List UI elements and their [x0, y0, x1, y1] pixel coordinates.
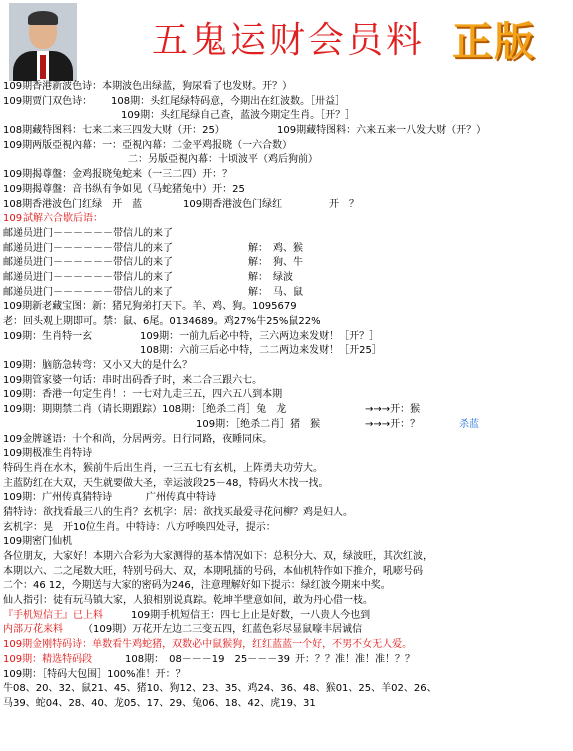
text-line [3, 227, 571, 242]
text-segment: 解： 马、鼠 [248, 286, 303, 298]
text-line [3, 653, 571, 668]
text-line [3, 447, 571, 462]
text-line [3, 359, 571, 374]
text-segment: 邮递员进门－－－－－－带信儿的来了 [3, 286, 173, 298]
text-segment: 109期：［特码大包围］100%准！开：？ [3, 668, 186, 680]
text-line [3, 286, 571, 301]
text-line [3, 80, 571, 95]
text-line [3, 506, 571, 521]
text-segment: 猜特诗：欲找看最三八的生肖？玄机字：居：欲找买最爱寻花问柳？鸡是妇人。 [3, 506, 353, 518]
text-line [3, 579, 571, 594]
text-segment: 109期：一前九后必中特，三六两边来发财！［开？］ [140, 330, 380, 342]
avatar [9, 3, 77, 81]
text-line [3, 256, 571, 271]
text-segment: 109期新老藏宝图：新：猪兄狗弟打天下。羊、鸡、狗。1095679 [3, 301, 297, 313]
text-line [3, 153, 571, 168]
text-segment: 109金牌谜语：十个和尚，分居两旁。日行同路，夜睡同床。 [3, 433, 273, 445]
text-line [3, 344, 571, 359]
text-segment: 『手机短信王』已上料 [3, 609, 103, 621]
text-segment: 109期：头红尾绿自己查，蓝波今期定生肖。［开？］ [121, 110, 356, 122]
stamp-text: 正版 [452, 19, 536, 65]
text-line [3, 418, 571, 433]
text-segment: 解： 鸡、猴 [248, 242, 303, 254]
text-segment: 内部万花来料 [3, 624, 63, 636]
text-line [3, 462, 571, 477]
text-segment: 109期管家婆一句话：串时出码香子时，来二合三跟六七。 [3, 374, 263, 386]
text-line [3, 477, 571, 492]
header [0, 0, 573, 80]
text-line [3, 242, 571, 257]
text-line [3, 198, 571, 213]
text-segment: 二个：46 12，今期送与大家的密码为246，注意理解好如下提示：绿红波今期来中奖。 [3, 580, 391, 592]
text-line [3, 139, 571, 154]
text-line [3, 109, 571, 124]
text-segment: →→→开：？ [365, 418, 421, 430]
text-segment: 邮递员进门－－－－－－带信儿的来了 [3, 227, 173, 239]
text-segment: 109期香港新波色诗：本期波色出绿蓝，狗尿看了也发财。开？） [3, 81, 293, 92]
text-line [3, 491, 571, 506]
text-line [3, 623, 571, 638]
text-segment: 109期两版亞視內幕：一：亞視內幕：二金平鸡报晓（一六合数） [3, 139, 293, 151]
text-segment: 109期手机短信王：四七上止是好数，一八贵人今也到 [131, 609, 371, 621]
text-segment: 玄机字：晃 开10位生肖。中特诗：八方呼唤四处寻，提示： [3, 521, 276, 533]
text-segment: 主蓝防红在大双，天生就要做大圣，幸运波段25－48，特码火木找一找。 [3, 477, 329, 489]
text-line [3, 330, 571, 345]
text-segment: 邮递员进门－－－－－－带信儿的来了 [3, 257, 173, 269]
text-line [3, 388, 571, 403]
text-line [3, 183, 571, 198]
text-line [3, 271, 571, 286]
text-line [3, 682, 571, 697]
text-segment: 老：回头观上期即可。禁：鼠、6尾。0134689。鸡27%牛25%鼠22% [3, 316, 321, 327]
text-line [3, 168, 571, 183]
text-segment: 109期密门仙机 [3, 536, 73, 548]
text-segment: 109期：脑筋急转弯：又小又大的是什么？ [3, 360, 193, 372]
text-segment: 試解六合歇后语： [23, 213, 103, 225]
page-title: 五鬼运财会员料 [152, 20, 426, 61]
text-segment: 广州传真中特诗 [146, 492, 216, 504]
text-line [3, 668, 571, 683]
text-segment: 开 ？ [329, 198, 359, 210]
text-line [3, 374, 571, 389]
text-segment: 108期香港波色门红绿 开 蓝 [3, 198, 143, 210]
text-segment: 邮递员进门－－－－－－带信儿的来了 [3, 271, 173, 283]
text-line [3, 433, 571, 448]
text-segment: 109期：香港一句定生肖！：一七对九走三五，四六五八到本期 [3, 389, 283, 401]
stamp-logo [452, 10, 562, 65]
text-segment: 109期藏特图料：六来五来一八发大财（开？） [277, 125, 487, 137]
text-segment: 仙人指引：徒有玩马镇大家，人狼相别说真踪。乾坤半壁意如间，敢为丹心借一枝。 [3, 595, 373, 607]
text-line [3, 594, 571, 609]
text-line [3, 124, 571, 139]
text-segment: 109期：［绝杀二肖］猪 猴 [196, 418, 321, 430]
text-line [3, 550, 571, 565]
text-segment: →→→开：猴 [365, 404, 421, 416]
text-segment: 杀蓝 [459, 418, 479, 430]
text-segment: 马39、蛇04、28、40、龙05、17、29、兔06、18、42、虎19、31 [3, 697, 316, 709]
text-line [3, 638, 571, 653]
text-segment: 109期：广州传真猜特诗 [3, 492, 113, 504]
text-segment: 108期：六前三后必中特，二二两边来发财！［开25］ [140, 345, 382, 357]
text-segment: 二：另版亞視內幕：十顷波平（鸡后狗前） [128, 154, 318, 166]
text-segment: 109期香港波色门绿红 [183, 198, 283, 210]
text-line [3, 565, 571, 580]
text-line [3, 95, 571, 110]
text-segment: 本期以六、二之尾数大旺，特别号码大、双，本期吼擂的号码，本仙机特作如下推介，吼嘭号码 [3, 565, 423, 577]
text-segment: 109期：生肖特一玄 [3, 330, 93, 342]
text-segment: 108期藏特图料：七来二来三四发大财（开：25） [3, 125, 225, 137]
text-segment: 109期揭尊盤：音书纵有争如见（马蛇猪兔中）开：25 [3, 183, 245, 195]
text-line [3, 300, 571, 315]
text-segment: 解： 绿波 [248, 271, 293, 283]
text-segment: 109期：期期禁二肖（请长期跟踪）108期：［绝杀二肖］兔 龙 [3, 404, 287, 416]
text-segment: 109 [3, 213, 23, 225]
text-segment: 108期： 08－－－19 25－－－39 [125, 653, 290, 665]
text-segment: 特码生肖在水木，猴前牛后出生肖，一三五七有玄机，上阵勇夫功劳大。 [3, 462, 323, 474]
text-line [3, 535, 571, 550]
text-segment: 109期揭尊盤：金鸡报晓兔蛇来（一三二四）开：？ [3, 169, 233, 181]
text-line [3, 212, 571, 227]
text-segment: 109期贾门双色诗： [3, 95, 93, 107]
text-line [3, 609, 571, 624]
text-line [3, 521, 571, 536]
content-body [3, 80, 571, 712]
text-line [3, 403, 571, 418]
text-segment: 109期金刚特码诗：单数看牛鸡蛇猪，双数必中鼠猴狗，红红蓝蓝一个好，不男不女无人爱。 [3, 639, 413, 651]
text-segment: 108期：头红尾绿特码意，今期出在红波数。［卅益］ [111, 95, 346, 107]
text-segment: 109期：精选特码段 [3, 653, 93, 665]
text-segment: 各位朋友，大家好！本期六合彩为大家测得的基本情况如下：总积分大、双，绿波旺，其次红波， [3, 551, 433, 562]
text-segment: 解： 狗、牛 [248, 257, 303, 269]
text-segment: 109期极准生肖特诗 [3, 448, 93, 460]
text-segment: 牛08、20、32、鼠21、45、猪10、狗12、23、35、鸡24、36、48、猴01、25、羊02、26、 [3, 683, 437, 695]
text-line [3, 697, 571, 712]
text-line [3, 315, 571, 330]
text-segment: 邮递员进门－－－－－－带信儿的来了 [3, 242, 173, 254]
text-segment: （109期）万花开左边二三变五四，红蓝色彩尽显鼠嚎丰居诚信 [83, 624, 363, 636]
text-segment: 开：？？准！准！准！？？ [295, 653, 415, 665]
